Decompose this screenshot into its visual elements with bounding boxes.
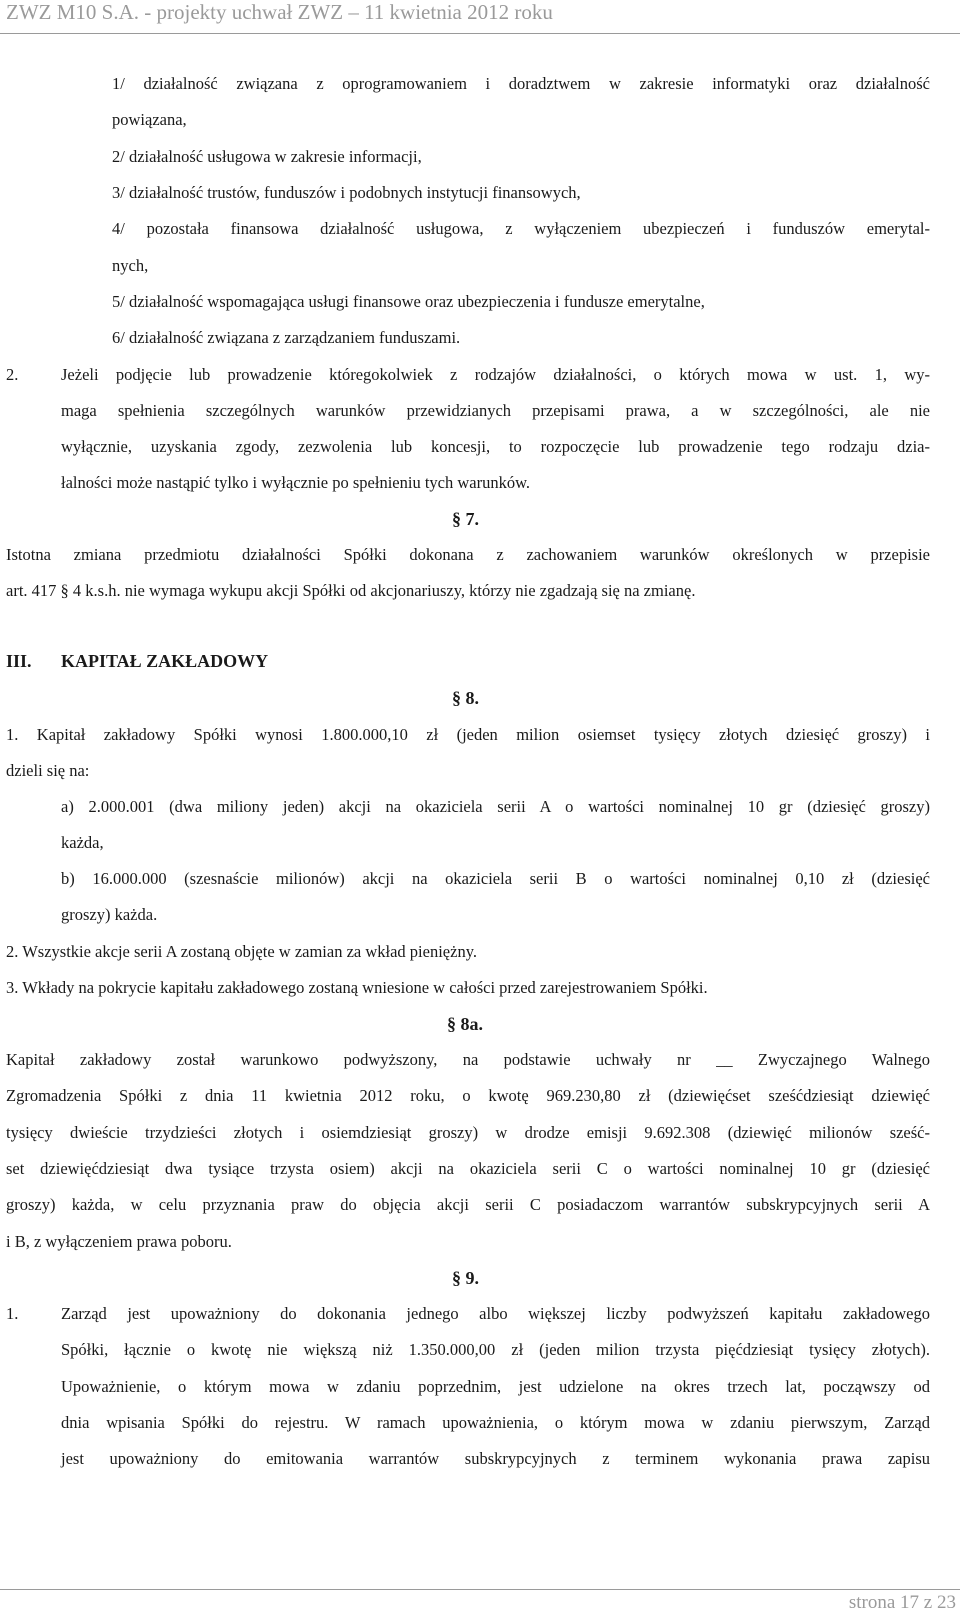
- section-sign-7: § 7.: [452, 509, 479, 529]
- paragraph-line: Istotna zmiana przedmiotu działalności Spółki dokonana z zachowaniem warunków określonych w przepisie: [6, 545, 930, 564]
- paragraph-number: 1.: [6, 1304, 19, 1323]
- paragraph-line: art. 417 § 4 k.s.h. nie wymaga wykupu akcji Spółki od akcjonariuszy, którzy nie zgadzają się na zmianę.: [6, 581, 696, 600]
- list-item-1: 1/ działalność związana z oprogramowaniem i doradztwem w zakresie informatyki oraz działalność: [112, 74, 930, 93]
- paragraph-line: jest upoważniony do emitowania warrantów subskrypcyjnych z terminem wykonania prawa zapisu: [61, 1449, 930, 1468]
- paragraph-line: Zarząd jest upoważniony do dokonania jednego albo większej liczby podwyższeń kapitału zakładowego: [61, 1304, 930, 1323]
- paragraph-line: 3. Wkłady na pokrycie kapitału zakładowego zostaną wniesione w całości przed zarejestrowaniem Spółki.: [6, 978, 708, 997]
- paragraph-line: łalności może nastąpić tylko i wyłącznie po spełnieniu tych warunków.: [61, 473, 531, 492]
- list-item-4-cont: nych,: [112, 256, 149, 275]
- subpoint-b-cont: groszy) każda.: [61, 905, 158, 924]
- paragraph-line: 1. Kapitał zakładowy Spółki wynosi 1.800.000,10 zł (jeden milion osiemset tysięcy złotych dziesięć groszy) i: [6, 725, 930, 744]
- paragraph-line: Jeżeli podjęcie lub prowadzenie któregokolwiek z rodzajów działalności, o których mowa w ust. 1, wy-: [61, 365, 930, 384]
- section-sign-8: § 8.: [452, 688, 479, 708]
- paragraph-line: maga spełnienia szczególnych warunków przewidzianych przepisami prawa, a w szczególności, ale nie: [61, 401, 930, 420]
- paragraph-line: Spółki, łącznie o kwotę nie większą niż 1.350.000,00 zł (jeden milion trzysta pięćdziesiąt tysięcy złotych).: [61, 1340, 930, 1359]
- paragraph-number: 2.: [6, 365, 19, 384]
- paragraph-line: tysięcy dwieście trzydzieści złotych i osiemdziesiąt groszy) w drodze emisji 9.692.308 (dziewięć milionów sześć-: [6, 1123, 930, 1142]
- header-rule: [0, 33, 960, 34]
- list-item-4: 4/ pozostała finansowa działalność usługowa, z wyłączeniem ubezpieczeń i funduszów emerytal-: [112, 219, 930, 238]
- subpoint-a: a) 2.000.001 (dwa miliony jeden) akcji na okaziciela serii A o wartości nominalnej 10 gr (dziesięć groszy): [61, 797, 930, 816]
- paragraph-line: i B, z wyłączeniem prawa poboru.: [6, 1232, 232, 1251]
- paragraph-line: wyłącznie, uzyskania zgody, zezwolenia lub koncesji, to rozpoczęcie lub prowadzenie tego rodzaju dzia-: [61, 437, 930, 456]
- chapter-title: KAPITAŁ ZAKŁADOWY: [61, 651, 269, 671]
- section-sign-9: § 9.: [452, 1268, 479, 1288]
- list-item-2: 2/ działalność usługowa w zakresie informacji,: [112, 147, 422, 166]
- list-item-6: 6/ działalność związana z zarządzaniem funduszami.: [112, 328, 461, 347]
- subpoint-a-cont: każda,: [61, 833, 104, 852]
- paragraph-line: Upoważnienie, o którym mowa w zdaniu poprzednim, jest udzielone na okres trzech lat, począwszy od: [61, 1377, 930, 1396]
- paragraph-line: set dziewięćdziesiąt dwa tysiące trzysta osiem) akcji na okaziciela serii C o wartości nominalnej 10 gr (dziesięć: [6, 1159, 930, 1178]
- list-item-5: 5/ działalność wspomagająca usługi finansowe oraz ubezpieczenia i fundusze emerytalne,: [112, 292, 705, 311]
- paragraph-line: Zgromadzenia Spółki z dnia 11 kwietnia 2012 roku, o kwotę 969.230,80 zł (dziewięćset sześćdziesiąt dziewięć: [6, 1086, 930, 1105]
- section-sign-8a: § 8a.: [447, 1014, 483, 1034]
- paragraph-line: dnia wpisania Spółki do rejestru. W ramach upoważnienia, o którym mowa w zdaniu pierwszym, Zarząd: [61, 1413, 930, 1432]
- subpoint-b: b) 16.000.000 (szesnaście milionów) akcji na okaziciela serii B o wartości nominalnej 0,10 zł (dziesięć: [61, 869, 930, 888]
- page-number: strona 17 z 23: [848, 1592, 956, 1613]
- paragraph-line: groszy) każda, w celu przyznania praw do objęcia akcji serii C posiadaczom warrantów subskrypcyjnych serii A: [6, 1195, 930, 1214]
- list-item-1-cont: powiązana,: [112, 110, 187, 129]
- paragraph-line: Kapitał zakładowy został warunkowo podwyższony, na podstawie uchwały nr __ Zwyczajnego Walnego: [6, 1050, 930, 1069]
- paragraph-line: 2. Wszystkie akcje serii A zostaną objęte w zamian za wkład pieniężny.: [6, 942, 477, 961]
- list-item-3: 3/ działalność trustów, funduszów i podobnych instytucji finansowych,: [112, 183, 581, 202]
- chapter-number: III.: [6, 651, 32, 671]
- page-header: ZWZ M10 S.A. - projekty uchwał ZWZ – 11 kwietnia 2012 roku: [6, 0, 553, 24]
- footer-rule: [0, 1589, 960, 1590]
- paragraph-line: dzieli się na:: [6, 761, 90, 780]
